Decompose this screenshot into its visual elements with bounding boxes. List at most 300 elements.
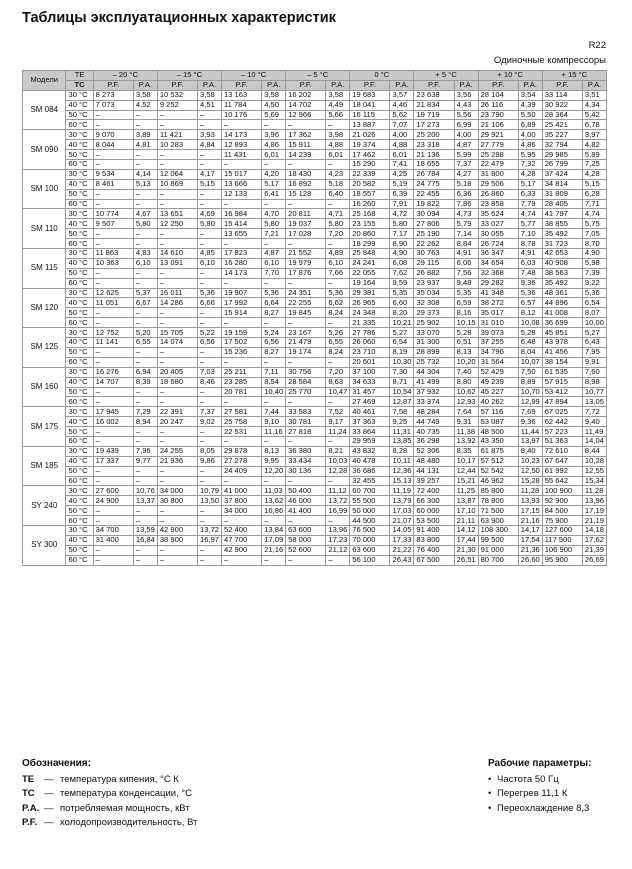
pa-cell: – — [198, 545, 222, 555]
pa-cell: 11,28 — [582, 486, 606, 496]
pa-cell: – — [262, 397, 286, 407]
pa-cell: 14,18 — [582, 525, 606, 535]
pf-cell: – — [157, 150, 197, 160]
pa-cell: 7,03 — [198, 367, 222, 377]
pa-cell: 9,36 — [518, 417, 542, 427]
tc-value: 40 °C — [66, 140, 93, 150]
table-row — [23, 189, 607, 199]
legend-dash: — — [44, 773, 54, 785]
pa-cell: 4,90 — [390, 249, 414, 259]
pa-cell: 3,56 — [454, 90, 478, 100]
pa-cell: – — [326, 120, 350, 130]
pf-cell: 29 115 — [414, 258, 454, 268]
pa-cell: 11,03 — [262, 486, 286, 496]
pa-cell: 5,36 — [518, 288, 542, 298]
pf-cell: 63 600 — [350, 545, 390, 555]
pf-cell: 29 373 — [414, 308, 454, 318]
tc-value: 30 °C — [66, 249, 93, 259]
pa-cell: 6,60 — [390, 298, 414, 308]
table-row — [23, 476, 607, 486]
pf-cell: 21 552 — [286, 249, 326, 259]
pa-cell: – — [133, 357, 157, 367]
pf-cell: 7 073 — [93, 100, 133, 110]
pf-cell: 57 915 — [542, 377, 582, 387]
pf-cell: – — [157, 110, 197, 120]
pf-cell: 80 700 — [478, 555, 518, 565]
pf-cell: 19 683 — [350, 90, 390, 100]
te-column-header: + 10 °C — [478, 71, 542, 81]
pf-cell: 15 914 — [221, 308, 261, 318]
pa-cell: 6,54 — [390, 338, 414, 348]
pa-cell: – — [198, 150, 222, 160]
pa-cell: – — [198, 189, 222, 199]
table-row — [23, 110, 607, 120]
pa-cell: 6,28 — [582, 189, 606, 199]
table-row — [23, 160, 607, 170]
te-header: TE — [66, 71, 93, 81]
pa-cell: 13,93 — [518, 496, 542, 506]
pf-cell: 22 255 — [286, 298, 326, 308]
legend-item — [22, 816, 197, 831]
table-row — [23, 347, 607, 357]
pa-cell: 9,10 — [262, 417, 286, 427]
pa-cell: 12,20 — [262, 466, 286, 476]
models-header: Модели — [23, 71, 66, 91]
pf-cell: 37 363 — [350, 417, 390, 427]
pf-cell: 37 800 — [221, 496, 261, 506]
pa-cell: 8,35 — [454, 446, 478, 456]
pf-cell: – — [157, 239, 197, 249]
pf-cell: – — [221, 357, 261, 367]
pf-cell: – — [93, 189, 133, 199]
pf-cell: 10 774 — [93, 209, 133, 219]
pa-cell: 13,96 — [582, 496, 606, 506]
model-name: SY 300 — [23, 525, 66, 565]
pf-cell: 41 400 — [286, 506, 326, 516]
pf-cell: 34 700 — [93, 525, 133, 535]
pf-cell: – — [221, 436, 261, 446]
pf-cell: – — [93, 466, 133, 476]
pa-cell: 5,18 — [326, 179, 350, 189]
pf-cell: 39 257 — [414, 476, 454, 486]
pa-cell: 8,80 — [454, 377, 478, 387]
pf-cell: – — [157, 308, 197, 318]
pf-cell: 18 299 — [350, 239, 390, 249]
pf-cell: 52 542 — [478, 466, 518, 476]
pa-cell: 12,28 — [326, 466, 350, 476]
pf-cell: 35 017 — [478, 308, 518, 318]
pf-cell: 36 347 — [478, 249, 518, 259]
pa-cell: 5,28 — [454, 328, 478, 338]
pf-cell: 70 000 — [350, 535, 390, 545]
pa-cell: 11,24 — [326, 427, 350, 437]
pf-cell: 17 876 — [286, 268, 326, 278]
pf-cell: 21 136 — [414, 150, 454, 160]
pa-cell: 7,25 — [582, 160, 606, 170]
pf-cell: 31 457 — [350, 387, 390, 397]
pa-cell: 5,99 — [454, 150, 478, 160]
pf-cell: 47 894 — [542, 397, 582, 407]
tc-value: 30 °C — [66, 328, 93, 338]
pf-cell: 21 479 — [286, 338, 326, 348]
pf-cell: 32 794 — [542, 140, 582, 150]
pa-cell: 9,02 — [198, 417, 222, 427]
table-row — [23, 407, 607, 417]
pa-cell: 13,50 — [198, 496, 222, 506]
pf-cell: 13 887 — [350, 120, 390, 130]
pf-cell: – — [93, 506, 133, 516]
pf-cell: 20 247 — [157, 417, 197, 427]
pf-cell: 30 800 — [157, 496, 197, 506]
tc-value: 50 °C — [66, 229, 93, 239]
pa-cell: 10,30 — [390, 357, 414, 367]
table-row — [23, 456, 607, 466]
pf-cell: – — [93, 387, 133, 397]
pf-cell: – — [221, 516, 261, 526]
pf-cell: – — [286, 436, 326, 446]
pf-cell: 14 702 — [286, 100, 326, 110]
pa-cell: 7,48 — [518, 268, 542, 278]
tc-value: 50 °C — [66, 268, 93, 278]
pa-cell: – — [198, 318, 222, 328]
tc-value: 60 °C — [66, 318, 93, 328]
pa-cell: – — [326, 318, 350, 328]
pf-cell: – — [157, 120, 197, 130]
pf-cell: 21 834 — [414, 100, 454, 110]
pf-cell: – — [221, 318, 261, 328]
params-item — [488, 772, 591, 787]
bullet-icon: • — [488, 773, 492, 785]
table-row — [23, 377, 607, 387]
pf-cell: 11 421 — [157, 130, 197, 140]
pa-cell: – — [133, 318, 157, 328]
pa-cell: 11,49 — [582, 427, 606, 437]
pa-cell: 6,64 — [262, 298, 286, 308]
pa-cell: – — [198, 357, 222, 367]
pa-cell: 10,15 — [454, 318, 478, 328]
pa-cell: 5,22 — [198, 328, 222, 338]
pf-cell: 19 037 — [286, 219, 326, 229]
pf-cell: – — [221, 199, 261, 209]
pf-cell: 11 784 — [221, 100, 261, 110]
pa-header: P.A. — [390, 80, 414, 90]
params-text: Частота 50 Гц — [497, 773, 559, 785]
table-row — [23, 338, 607, 348]
pf-cell: 56 100 — [350, 555, 390, 565]
pf-cell: 19 159 — [221, 328, 261, 338]
pa-cell: – — [133, 476, 157, 486]
pf-cell: 24 255 — [157, 446, 197, 456]
pa-cell: 5,80 — [390, 219, 414, 229]
pa-cell: 7,71 — [582, 199, 606, 209]
pf-cell: 52 306 — [414, 446, 454, 456]
pa-cell: – — [262, 516, 286, 526]
pf-cell: 40 461 — [350, 407, 390, 417]
tc-value: 50 °C — [66, 347, 93, 357]
pf-cell: 24 351 — [286, 288, 326, 298]
pf-cell: 61 992 — [542, 466, 582, 476]
pa-cell: 4,00 — [454, 130, 478, 140]
pa-cell: 4,89 — [326, 249, 350, 259]
pf-cell: – — [93, 516, 133, 526]
pa-cell: 4,17 — [198, 169, 222, 179]
table-row — [23, 278, 607, 288]
pa-header: P.A. — [198, 80, 222, 90]
pa-cell: 4,67 — [133, 209, 157, 219]
pf-cell: 28 104 — [478, 90, 518, 100]
pf-cell: 48 480 — [414, 456, 454, 466]
pf-cell: 15 911 — [286, 140, 326, 150]
pf-cell: 9 507 — [93, 219, 133, 229]
pa-cell: 5,79 — [454, 219, 478, 229]
pa-cell: 6,55 — [326, 338, 350, 348]
pf-cell: 52 429 — [478, 367, 518, 377]
pa-cell: – — [326, 239, 350, 249]
pa-cell: 6,08 — [390, 258, 414, 268]
tc-value: 60 °C — [66, 516, 93, 526]
pa-cell: 4,39 — [518, 100, 542, 110]
pa-cell: – — [262, 239, 286, 249]
pa-cell: – — [198, 110, 222, 120]
pa-cell: 4,34 — [582, 100, 606, 110]
pf-cell: – — [93, 160, 133, 170]
pa-cell: – — [198, 516, 222, 526]
pf-cell: – — [93, 120, 133, 130]
pa-cell: 4,52 — [133, 100, 157, 110]
pa-cell: 9,31 — [454, 417, 478, 427]
pa-cell: 7,50 — [518, 367, 542, 377]
pa-cell: 5,37 — [133, 288, 157, 298]
pa-cell: 3,51 — [582, 90, 606, 100]
table-row — [23, 288, 607, 298]
pa-cell: 15,21 — [454, 476, 478, 486]
pf-cell: 57 116 — [478, 407, 518, 417]
pa-cell: 11,38 — [454, 427, 478, 437]
pa-cell: 4,71 — [326, 209, 350, 219]
pf-cell: 28 364 — [542, 110, 582, 120]
pf-cell: – — [157, 347, 197, 357]
pa-cell: 6,33 — [518, 189, 542, 199]
legend-item — [22, 772, 197, 787]
pa-cell: 8,84 — [454, 239, 478, 249]
pa-cell: 11,19 — [390, 486, 414, 496]
table-row — [23, 130, 607, 140]
model-name: SM 120 — [23, 288, 66, 328]
pa-cell: 5,62 — [390, 110, 414, 120]
tc-value: 60 °C — [66, 239, 93, 249]
table-row — [23, 555, 607, 565]
tc-value: 60 °C — [66, 278, 93, 288]
pf-cell: 30 136 — [286, 466, 326, 476]
pf-cell: 12 966 — [286, 110, 326, 120]
pf-cell: 33 027 — [478, 219, 518, 229]
table-row — [23, 318, 607, 328]
pa-cell: 21,39 — [582, 545, 606, 555]
pf-header: P.F. — [93, 80, 133, 90]
pf-cell: 127 600 — [542, 525, 582, 535]
pa-cell: 10,20 — [454, 357, 478, 367]
pf-cell: 34 814 — [542, 179, 582, 189]
pa-cell: 5,27 — [390, 328, 414, 338]
pf-cell: 35 624 — [478, 209, 518, 219]
pf-cell: 72 400 — [414, 486, 454, 496]
pa-cell: 6,10 — [198, 258, 222, 268]
pa-cell: 9,95 — [262, 456, 286, 466]
pf-cell: – — [157, 229, 197, 239]
pa-cell: 6,06 — [454, 258, 478, 268]
pf-cell: 16 002 — [93, 417, 133, 427]
pf-cell: 17 502 — [221, 338, 261, 348]
pa-cell: 10,00 — [582, 318, 606, 328]
pa-cell: 4,83 — [133, 249, 157, 259]
pf-cell: 35 492 — [542, 229, 582, 239]
pf-cell: 16 011 — [157, 288, 197, 298]
params-text: Перегрев 11,1 К — [497, 788, 568, 800]
pa-cell: – — [198, 347, 222, 357]
pf-cell: 16 892 — [286, 179, 326, 189]
pf-cell: 26 860 — [478, 189, 518, 199]
pa-cell: 8,12 — [518, 308, 542, 318]
pf-cell: 34 654 — [478, 258, 518, 268]
pf-cell: 23 710 — [350, 347, 390, 357]
table-row — [23, 179, 607, 189]
pa-cell: 6,99 — [454, 120, 478, 130]
pf-cell: 57 223 — [542, 427, 582, 437]
tc-value: 60 °C — [66, 160, 93, 170]
pf-cell: 10 869 — [157, 179, 197, 189]
legend-symbol: P.F. — [22, 817, 38, 829]
pa-cell: 8,05 — [198, 446, 222, 456]
table-row — [23, 436, 607, 446]
pf-cell: 25 732 — [414, 357, 454, 367]
pa-cell: 5,66 — [326, 110, 350, 120]
pf-cell: 22 262 — [414, 239, 454, 249]
table-row — [23, 545, 607, 555]
pa-cell: 5,28 — [518, 328, 542, 338]
pf-cell: 17 992 — [221, 298, 261, 308]
pf-cell: 43 832 — [350, 446, 390, 456]
pf-cell: 26 784 — [414, 169, 454, 179]
pf-cell: 18 680 — [157, 377, 197, 387]
pa-cell: 8,27 — [262, 347, 286, 357]
pa-cell: 3,58 — [133, 90, 157, 100]
pa-cell: 6,01 — [262, 150, 286, 160]
tc-value: 30 °C — [66, 169, 93, 179]
tc-value: 40 °C — [66, 219, 93, 229]
pf-cell: – — [286, 160, 326, 170]
tc-value: 50 °C — [66, 150, 93, 160]
pa-cell: 8,24 — [326, 347, 350, 357]
pf-cell: 23 167 — [286, 328, 326, 338]
pa-cell: 4,49 — [326, 100, 350, 110]
pa-cell: 8,13 — [454, 347, 478, 357]
pa-header: P.A. — [262, 80, 286, 90]
pa-cell: 5,19 — [390, 179, 414, 189]
pa-cell: 21,30 — [454, 545, 478, 555]
pa-cell: 10,11 — [390, 456, 414, 466]
pf-cell: 12 893 — [221, 140, 261, 150]
pf-cell: 24 900 — [93, 496, 133, 506]
performance-table — [22, 70, 607, 566]
pa-cell: 11,16 — [262, 427, 286, 437]
pf-cell: 63 900 — [478, 516, 518, 526]
pa-cell: 10,08 — [518, 318, 542, 328]
pf-header: P.F. — [478, 80, 518, 90]
pf-cell: 19 822 — [414, 199, 454, 209]
pa-cell: 5,17 — [518, 179, 542, 189]
pf-cell: 22 339 — [350, 169, 390, 179]
pf-cell: 13 651 — [157, 209, 197, 219]
pa-cell: – — [262, 160, 286, 170]
pf-cell: 31 723 — [542, 239, 582, 249]
pa-cell: 14,17 — [518, 525, 542, 535]
pf-cell: 11 051 — [93, 298, 133, 308]
pf-cell: 21 026 — [350, 130, 390, 140]
page-title: Таблицы эксплуатационных характеристик — [22, 10, 336, 26]
pa-header: P.A. — [133, 80, 157, 90]
tc-value: 30 °C — [66, 90, 93, 100]
pf-cell: 22 455 — [414, 189, 454, 199]
pa-cell: 9,86 — [198, 456, 222, 466]
tc-value: 30 °C — [66, 446, 93, 456]
pf-cell: – — [221, 160, 261, 170]
pf-cell: 58 000 — [286, 535, 326, 545]
table-row — [23, 367, 607, 377]
pa-cell: 16,84 — [133, 535, 157, 545]
pf-cell: 11 141 — [93, 338, 133, 348]
pf-header: P.F. — [350, 80, 390, 90]
table-row — [23, 308, 607, 318]
table-row — [23, 387, 607, 397]
pa-cell: 8,21 — [326, 446, 350, 456]
pf-cell: 91 000 — [478, 545, 518, 555]
pa-cell: 4,23 — [326, 169, 350, 179]
pa-cell: – — [133, 545, 157, 555]
pa-cell: 5,56 — [454, 110, 478, 120]
pf-cell: 28 405 — [542, 199, 582, 209]
pf-cell: 26 882 — [414, 268, 454, 278]
pf-cell: – — [221, 120, 261, 130]
pa-cell: – — [262, 357, 286, 367]
pf-cell: – — [221, 278, 261, 288]
pa-cell: 13,96 — [326, 525, 350, 535]
pa-cell: – — [198, 506, 222, 516]
pf-cell: 27 806 — [414, 219, 454, 229]
tc-value: 40 °C — [66, 496, 93, 506]
pf-cell: 30 781 — [286, 417, 326, 427]
pf-cell: 20 781 — [221, 387, 261, 397]
pf-cell: 41 797 — [542, 209, 582, 219]
tc-value: 60 °C — [66, 397, 93, 407]
pa-cell: 8,07 — [582, 308, 606, 318]
pa-cell: 3,57 — [390, 90, 414, 100]
pf-cell: 117 500 — [542, 535, 582, 545]
pf-cell: 28 584 — [286, 377, 326, 387]
pf-cell: 34 000 — [221, 506, 261, 516]
pa-cell: 14,12 — [454, 525, 478, 535]
pf-cell: 18 430 — [286, 169, 326, 179]
table-row — [23, 169, 607, 179]
pf-cell: 34 000 — [157, 486, 197, 496]
pf-cell: 84 500 — [542, 506, 582, 516]
pf-cell: – — [93, 150, 133, 160]
pf-cell: 35 227 — [542, 130, 582, 140]
pf-cell: 23 790 — [478, 110, 518, 120]
pf-cell: 22 531 — [221, 427, 261, 437]
pf-cell: 95 900 — [542, 555, 582, 565]
pa-cell: 6,10 — [133, 258, 157, 268]
pa-cell: 4,27 — [454, 169, 478, 179]
